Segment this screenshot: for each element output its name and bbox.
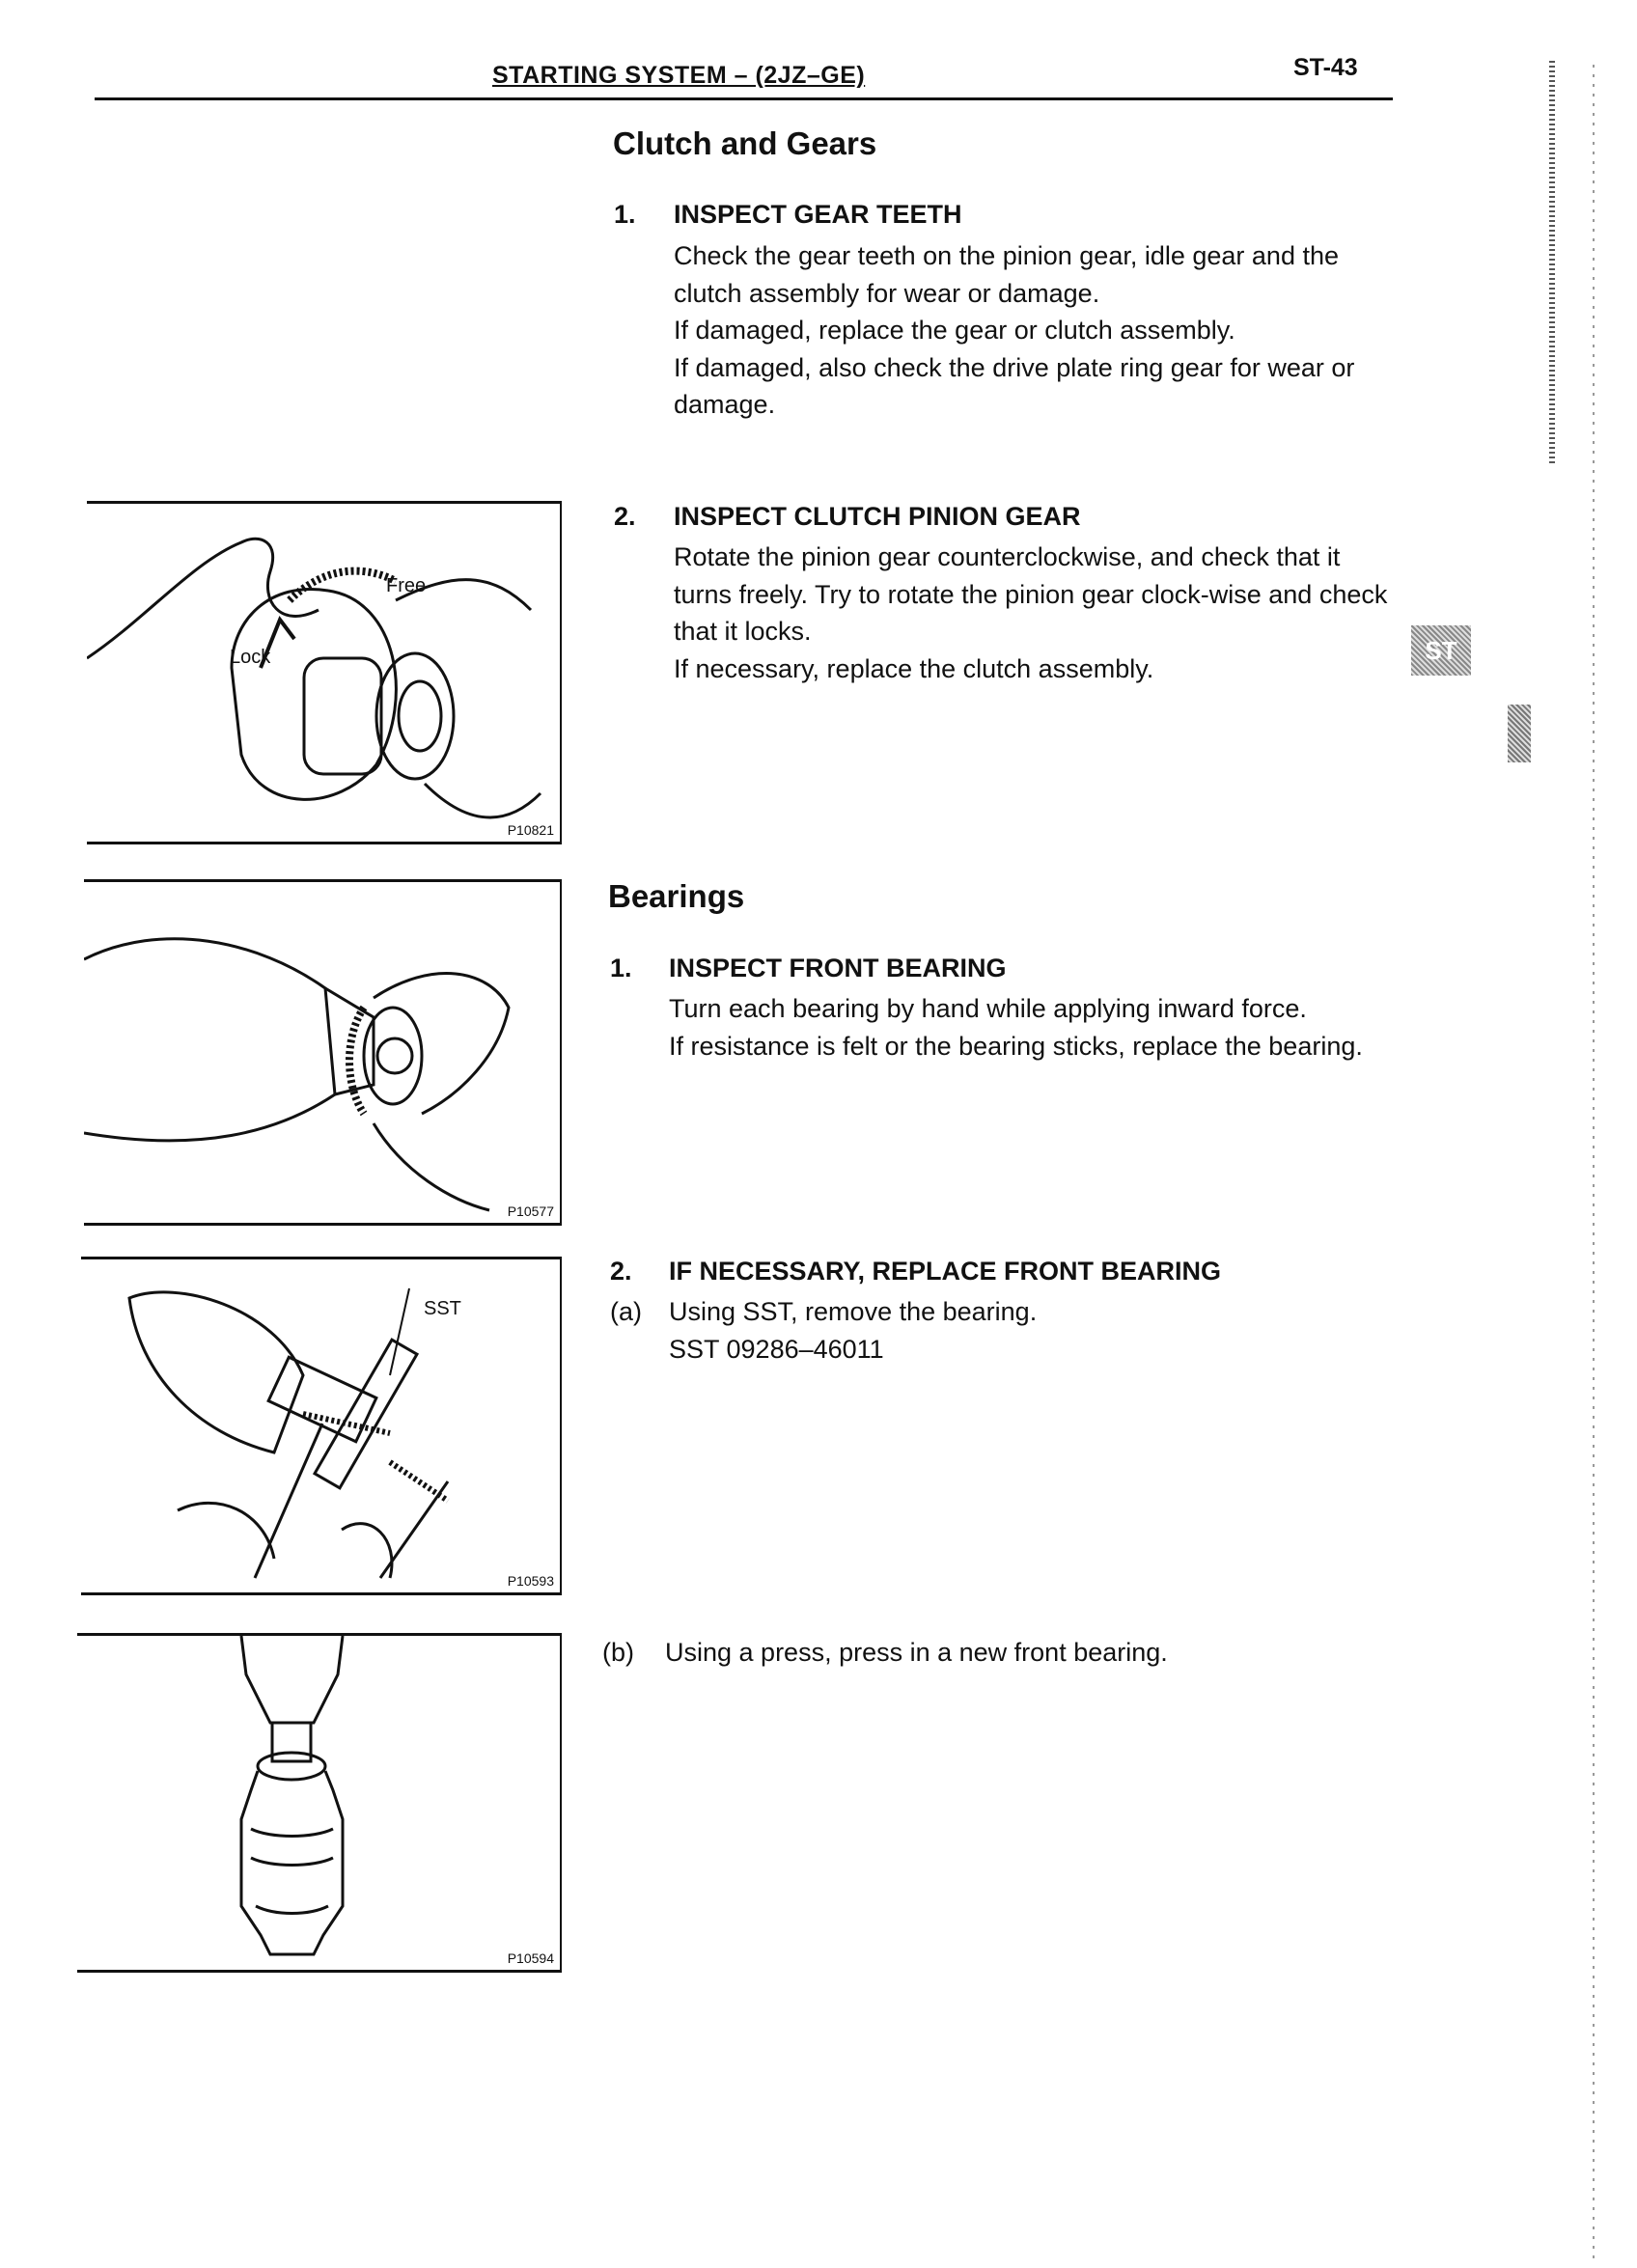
- body-paragraph: If necessary, replace the clutch assembly.: [674, 653, 1154, 683]
- step-text: Using SST, remove the bearing.: [669, 1297, 1038, 1326]
- figure-code: P10593: [507, 1573, 554, 1589]
- header-rule: [95, 97, 1393, 100]
- figure-front-bearing-inspect: [84, 879, 562, 1226]
- step-a: [610, 1293, 1334, 1368]
- figure-bearing-removal: [81, 1257, 562, 1595]
- pinion-gear-illustration: [87, 504, 560, 842]
- callout-free: Free: [386, 575, 427, 596]
- figure-code: P10821: [507, 822, 554, 838]
- body-paragraph: Check the gear teeth on the pinion gear, idle gear and the clutch assembly for wear or damage.: [674, 241, 1340, 308]
- step-label: (a): [610, 1297, 642, 1326]
- item-number: 1.: [610, 954, 632, 982]
- step-b: [602, 1634, 1326, 1672]
- front-bearing-illustration: [84, 882, 560, 1223]
- figure-code: P10577: [507, 1203, 554, 1219]
- page-edge-dots: [1593, 58, 1595, 2258]
- section-tab-st: ST: [1411, 625, 1471, 676]
- body-paragraph: If damaged, also check the drive plate ring gear for wear or damage.: [674, 352, 1355, 419]
- item-number: 2.: [610, 1257, 632, 1286]
- sst-number: SST 09286–46011: [669, 1334, 884, 1364]
- page-header-title: STARTING SYSTEM – (2JZ–GE): [492, 62, 866, 89]
- callout-sst: SST: [424, 1298, 461, 1319]
- section-tab-marker: [1508, 705, 1531, 762]
- item-number: 2.: [614, 502, 636, 531]
- step-label: (b): [602, 1638, 634, 1667]
- item-heading: IF NECESSARY, REPLACE FRONT BEARING: [669, 1257, 1222, 1286]
- figure-pinion-gear-check: [87, 501, 562, 844]
- page-number: ST-43: [1293, 54, 1358, 81]
- item-body: [674, 539, 1398, 687]
- item-heading: INSPECT FRONT BEARING: [669, 954, 1007, 982]
- figure-code: P10594: [507, 1950, 554, 1966]
- body-paragraph: Rotate the pinion gear counterclockwise, and check that it turns freely. Try to rotate the pinion gear clock-wise and check that it locks.: [674, 542, 1388, 646]
- body-paragraph: If resistance is felt or the bearing sticks, replace the bearing.: [669, 1031, 1363, 1061]
- item-body: [674, 237, 1398, 424]
- press-illustration: [77, 1636, 560, 1970]
- item-heading: INSPECT GEAR TEETH: [674, 200, 962, 229]
- section-title-bearings: Bearings: [608, 878, 745, 914]
- callout-lock: Lock: [230, 647, 271, 668]
- section-title-clutch-gears: Clutch and Gears: [613, 125, 877, 161]
- bearing-puller-illustration: [81, 1259, 560, 1592]
- item-body: [669, 990, 1393, 1065]
- item-heading: INSPECT CLUTCH PINION GEAR: [674, 502, 1081, 531]
- page-edge-marks: [1549, 58, 1555, 463]
- step-text: Using a press, press in a new front bearing.: [665, 1638, 1168, 1667]
- figure-bearing-press: [77, 1633, 562, 1973]
- item-number: 1.: [614, 200, 636, 229]
- body-paragraph: Turn each bearing by hand while applying inward force.: [669, 994, 1307, 1023]
- body-paragraph: If damaged, replace the gear or clutch assembly.: [674, 316, 1235, 345]
